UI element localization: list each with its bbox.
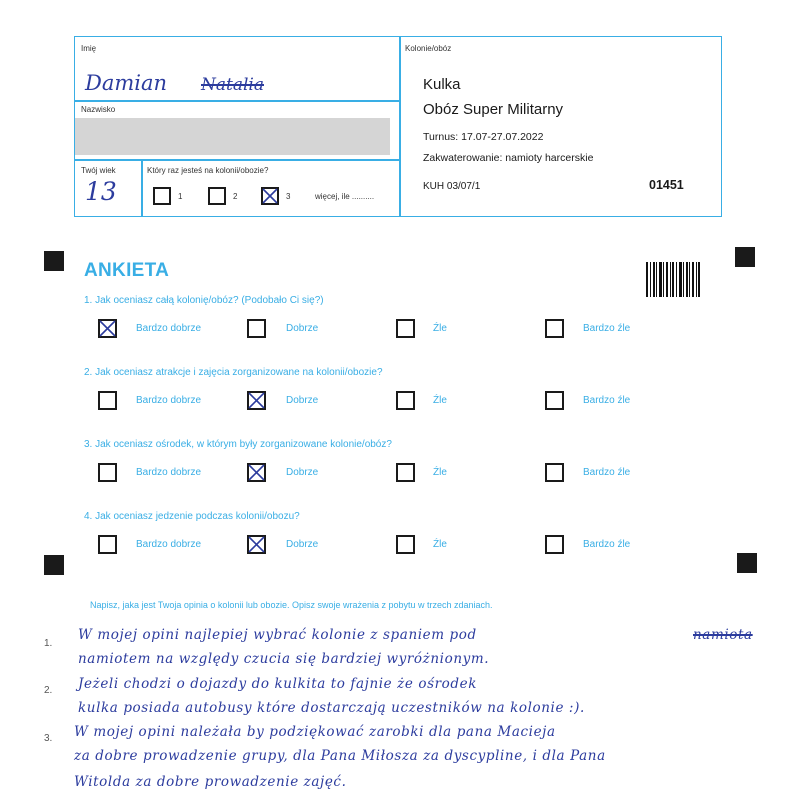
times-checkbox-1[interactable] <box>153 187 171 205</box>
camp-lodging: Zakwaterowanie: namioty harcerskie <box>423 152 594 164</box>
header-form <box>74 36 722 217</box>
answer-checkbox[interactable] <box>545 391 564 410</box>
answer-checkbox[interactable] <box>247 319 266 338</box>
name-label: Imię <box>81 44 97 53</box>
answer-option-label: Dobrze <box>286 323 319 334</box>
answer-option-label: Bardzo dobrze <box>136 467 202 478</box>
answer-option-label: Dobrze <box>286 395 319 406</box>
answer-option-label: Dobrze <box>286 539 319 550</box>
camp-code: KUH 03/07/1 <box>423 181 481 192</box>
header-divider <box>399 37 401 216</box>
registration-marker <box>737 553 757 573</box>
opinion-prompt: Napisz, jaka jest Twoja opinia o kolonii lub obozie. Opisz swoje wrażenia z pobytu w trzech zdaniach. <box>90 600 493 610</box>
check-mark-icon <box>247 391 266 410</box>
answer-checkbox[interactable] <box>396 319 415 338</box>
opinion-line[interactable]: Jeżeli chodzi o dojazdy do kulkita to fajnie że ośrodek <box>78 676 477 692</box>
opinion-line[interactable]: namiotem na względy czucia się bardziej wyróżnionym. <box>78 651 490 667</box>
opinion-line[interactable]: W mojej opini należała by podziękować zarobki dla pana Macieja <box>74 724 556 740</box>
answer-option-label: Źle <box>433 395 447 406</box>
name-struck-value: Natalia <box>201 75 264 95</box>
answer-option-label: Bardzo źle <box>583 539 631 550</box>
opinion-struck-word: namiota <box>693 627 753 643</box>
answer-checkbox[interactable] <box>98 535 117 554</box>
name-value[interactable]: Damian <box>85 71 168 95</box>
age-label: Twój wiek <box>81 166 116 175</box>
answer-checkbox[interactable] <box>247 535 266 554</box>
times-option-2: 2 <box>233 192 238 201</box>
opinion-line[interactable]: kulka posiada autobusy które dostarczają uczestników na kolonie :). <box>78 700 585 716</box>
check-mark-icon <box>247 463 266 482</box>
question-text: 1. Jak oceniasz całą kolonię/obóz? (Podobało Ci się?) <box>84 295 324 306</box>
registration-marker <box>44 555 64 575</box>
answer-checkbox[interactable] <box>545 319 564 338</box>
times-option-1: 1 <box>178 192 183 201</box>
check-mark-icon <box>261 187 279 205</box>
answer-checkbox[interactable] <box>396 463 415 482</box>
check-mark-icon <box>98 319 117 338</box>
answer-option-label: Bardzo dobrze <box>136 539 202 550</box>
answer-checkbox[interactable] <box>247 391 266 410</box>
times-option-3: 3 <box>286 192 291 201</box>
answer-checkbox[interactable] <box>98 391 117 410</box>
opinion-line-number-3: 3. <box>44 733 53 744</box>
answer-option-label: Bardzo źle <box>583 395 631 406</box>
header-row-divider <box>75 159 399 161</box>
question-text: 2. Jak oceniasz atrakcje i zajęcia zorganizowane na kolonii/obozie? <box>84 367 383 378</box>
times-label: Który raz jesteś na kolonii/obozie? <box>147 166 269 175</box>
age-value[interactable]: 13 <box>85 177 117 206</box>
times-more-label: więcej, ile .......... <box>315 192 375 201</box>
camp-label: Kolonie/obóz <box>405 44 452 53</box>
survey-title: ANKIETA <box>84 260 170 281</box>
answer-option-label: Bardzo źle <box>583 467 631 478</box>
answer-checkbox[interactable] <box>98 319 117 338</box>
answer-option-label: Źle <box>433 467 447 478</box>
camp-number: 01451 <box>649 178 684 192</box>
check-mark-icon <box>247 535 266 554</box>
answer-checkbox[interactable] <box>396 391 415 410</box>
opinion-line[interactable]: za dobre prowadzenie grupy, dla Pana Miłosza za dyscypline, i dla Pana <box>74 748 606 764</box>
opinion-line-number-1: 1. <box>44 638 53 649</box>
opinion-line[interactable]: W mojej opini najlepiej wybrać kolonie z spaniem pod <box>78 627 477 643</box>
answer-option-label: Bardzo dobrze <box>136 323 202 334</box>
opinion-line[interactable]: Witolda za dobre prowadzenie zajęć. <box>74 774 347 790</box>
camp-turnus: Turnus: 17.07-27.07.2022 <box>423 131 544 143</box>
times-checkbox-2[interactable] <box>208 187 226 205</box>
opinion-line-number-2: 2. <box>44 685 53 696</box>
answer-option-label: Bardzo źle <box>583 323 631 334</box>
camp-title: Obóz Super Militarny <box>423 101 564 118</box>
surname-redacted-field[interactable] <box>75 118 390 155</box>
answer-option-label: Bardzo dobrze <box>136 395 202 406</box>
header-row-divider <box>75 100 399 102</box>
answer-option-label: Źle <box>433 539 447 550</box>
question-text: 4. Jak oceniasz jedzenie podczas kolonii/obozu? <box>84 511 300 522</box>
camp-name: Kulka <box>423 76 461 93</box>
question-text: 3. Jak oceniasz ośrodek, w którym były zorganizowane kolonie/obóz? <box>84 439 392 450</box>
times-checkbox-3[interactable] <box>261 187 279 205</box>
answer-checkbox[interactable] <box>247 463 266 482</box>
registration-marker <box>735 247 755 267</box>
answer-checkbox[interactable] <box>98 463 117 482</box>
answer-checkbox[interactable] <box>545 535 564 554</box>
header-cell-divider <box>141 160 143 217</box>
answer-option-label: Źle <box>433 323 447 334</box>
answer-checkbox[interactable] <box>545 463 564 482</box>
barcode <box>646 262 702 297</box>
answer-option-label: Dobrze <box>286 467 319 478</box>
surname-label: Nazwisko <box>81 105 116 114</box>
registration-marker <box>44 251 64 271</box>
answer-checkbox[interactable] <box>396 535 415 554</box>
